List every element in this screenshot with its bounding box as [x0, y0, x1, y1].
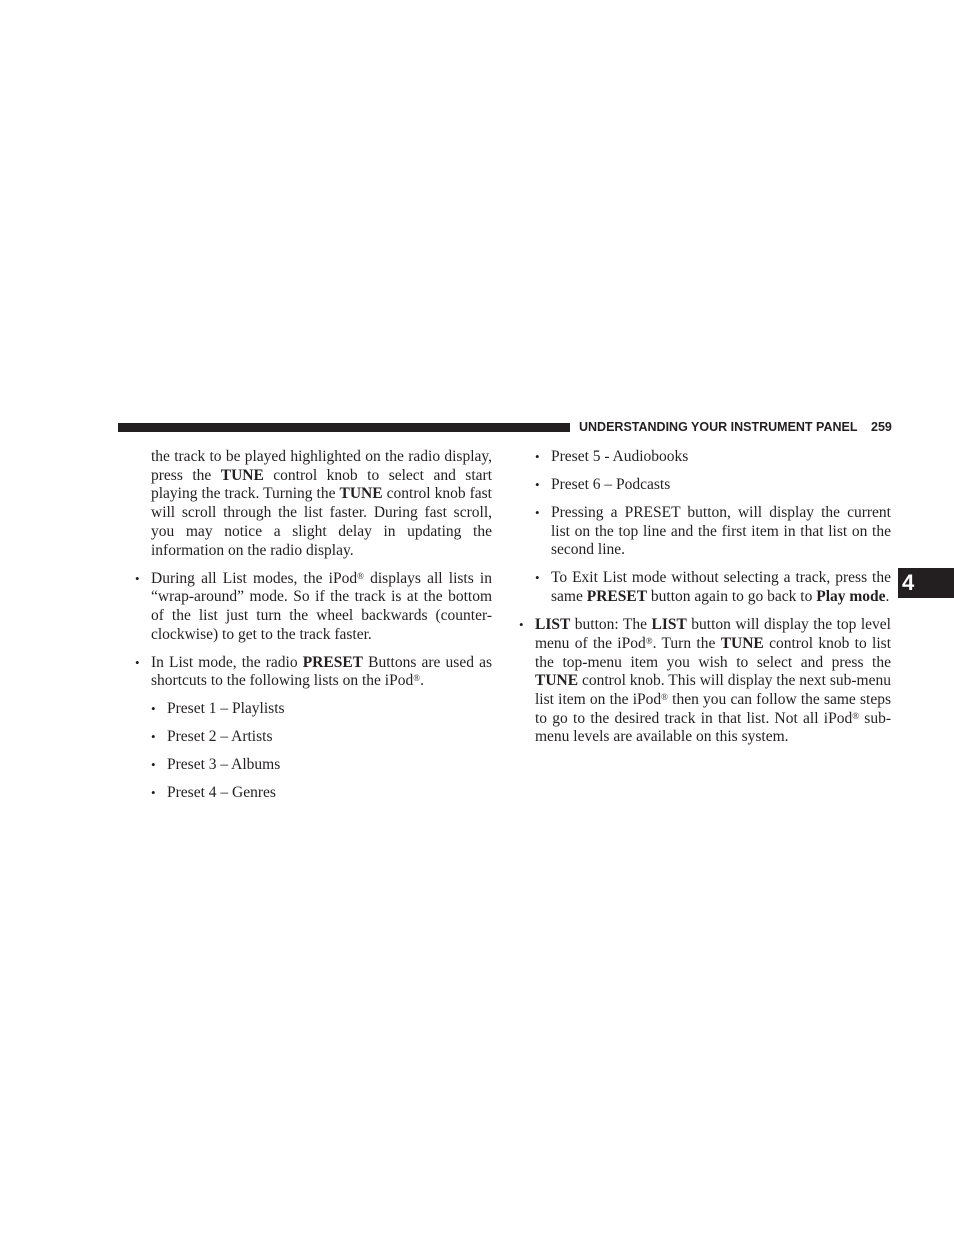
right-column: [535, 448, 891, 756]
preset-item: • Preset 5 - Audiobooks: [551, 448, 891, 467]
section-title: UNDERSTANDING YOUR INSTRUMENT PANEL: [579, 420, 858, 434]
preset-item: • Preset 2 – Artists: [167, 728, 492, 747]
list-item-list-button: • LIST button: The LIST button will display the top level menu of the iPod®. Turn the TUNE control knob to list the top-menu item you wish to select and press the TUNE control knob. This will display the next sub-menu list item on the iPod® then you can follow the same steps to go to the desired track in that list. Not all iPod® sub-menu levels are available on this system.: [535, 616, 891, 747]
preset-item: • Preset 3 – Albums: [167, 756, 492, 775]
list-item-wrap-around: • During all List modes, the iPod® displays all lists in “wrap-around” mode. So if the track is at the bottom of the list just turn the wheel backwards (counter-clockwise) to get to the track faster.: [151, 570, 492, 645]
intro-paragraph: the track to be played highlighted on the radio display, press the TUNE control knob to select and start playing the track. Turning the TUNE control knob fast will scroll through the list faster. During fast scroll, you may notice a slight delay in updating the information on the radio display.: [151, 448, 492, 559]
list-item-pressing-preset: • Pressing a PRESET button, will display the current list on the top line and the first item in that list on the second line.: [551, 504, 891, 560]
list-item-exit-list-mode: • To Exit List mode without selecting a track, press the same PRESET button again to go back to Play mode.: [551, 569, 891, 606]
preset-item: • Preset 1 – Playlists: [167, 700, 492, 719]
preset-item: • Preset 6 – Podcasts: [551, 476, 891, 495]
preset-item: • Preset 4 – Genres: [167, 784, 492, 803]
page-number: 259: [871, 420, 892, 434]
list-item-preset-shortcuts: • In List mode, the radio PRESET Buttons are used as shortcuts to the following lists on the iPod®.: [151, 654, 492, 691]
chapter-tab: 4: [898, 568, 954, 598]
header-rule: [118, 423, 570, 432]
left-column: [151, 448, 492, 812]
